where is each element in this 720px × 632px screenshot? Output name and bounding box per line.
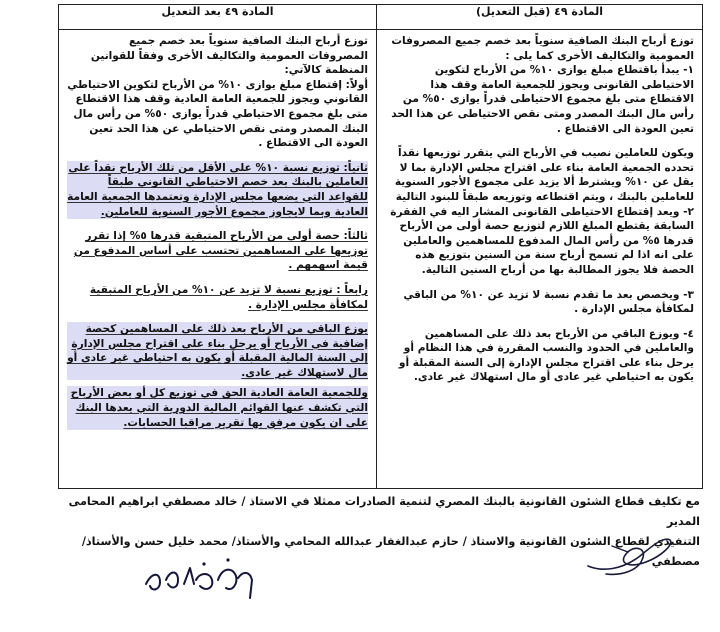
before-employees-share: ويكون للعاملين نصيب في الأرباح التي يتقرر توزيعها نقداً تحدده الجمعية العامة بناء على اقتراح مجلس الإدارة بما لا يقل عن ١٠% ويشترط ألا يزيد على مجموع الأجور السنوية للعاملين بالبنك ، ويتم اقتطاعه وتوزيعه طبقاً للبنود التالية xyxy=(394,147,694,203)
before-clause-1: ١- يبدأ باقتطاع مبلغ يوازى ١٠% من الأرباح لتكوين الاحتياطى القانونى ويجوز للجمعية العامة وقف هذا الاقتطاع متى بلغ مجموع الاحتياطى قدراً يوازى ٥٠% من رأس مال البنك المصدر ومتى نقص الاحتياطى عن هذا الحد تعين العودة الى الاقتطاع . xyxy=(391,64,694,135)
after-clause-second: ثانياً: توزيع نسبة ١٠% على الأقل من تلك الأرباح نقداً على العاملين بالبنك بعد خصم الاحتياطي القانوني طبقاً للقواعد التي يضعها مجلس الإدارة وتعتمدها الجمعية العامة العادية وبما لايجاوز مجموع الأجور السنوية للعاملين. xyxy=(67,161,368,218)
after-intro: توزع أرباح البنك الصافية سنوياً بعد خصم جميع المصروفات العمومية والتكاليف الأخرى وفقاً للقوانين المنظمة كالآتي: xyxy=(90,35,368,77)
before-amendment-column xyxy=(377,30,703,489)
before-intro: توزع أرباح البنك الصافية سنوياً بعد خصم جميع المصروفات العمومية والتكاليف الأخرى كما يلى : xyxy=(391,35,694,62)
amendment-comparison-table xyxy=(58,4,703,489)
after-remaining-profits: يوزع الباقي من الأرباح بعد ذلك على المساهمين كحصة إضافية في الأرباح أو يرحل بناء على اقتراح مجلس الإدارة إلى السنة المالية المقبلة أو يكون به احتياطي غير عادى أو مال لاستهلاك غير عادى. xyxy=(67,323,368,379)
assignment-line-2: التنفيذي لقطاع الشئون القانونية والاستاذ / حازم عبدالغفار عبدالله المحامي والأستاذ/ محمد خليل حسن والأستاذ/ مصطفي xyxy=(81,535,700,568)
after-periodic-distribution: وللجمعية العامة العادية الحق في توزيع كل أو بعض الأرباح التي تكشف عنها القوائم المالية الدورية التي يعدها البنك على ان يكون مرفق بها تقرير مراقبا الحسابات. xyxy=(67,386,368,430)
after-amendment-column xyxy=(59,30,377,489)
header-before-amendment: المادة ٤٩ (قبل التعديل) xyxy=(377,5,703,30)
after-clause-third: ثالثاً: حصة أولى من الأرباح المتبقية قدرها ٥% إذا تقرر توزيعها على المساهمين تحتسب على أساس المدفوع من قيمة اسهمهم . xyxy=(73,230,368,272)
before-clause-2: ٢- ويعد إقتطاع الاحتياطى القانونى المشار اليه في الفقرة السابقة يقتطع المبلغ اللازم لتوزيع حصة أولى من الأرباح قدرها ٥% من رأس المال المدفوع للمساهمين والعاملين على انه اذا لم تسمح أرباح سنة من السنين بتوزيع هذه الحصة فلا يجوز المطالبة بها من أرباح السنين التالية. xyxy=(390,205,694,276)
after-clause-fourth: رابعاً : توزيع نسبة لا تزيد عن ١٠% من الأرباح المتبقية لمكافأة مجلس الإدارة . xyxy=(89,283,368,311)
before-clause-3: ٣- ويخصص بعد ما تقدم نسبة لا تزيد عن ١٠% من الباقي لمكافأة مجلس الإدارة . xyxy=(403,288,694,316)
before-clause-4: ٤- ويوزع الباقي من الأرباح بعد ذلك على المساهمين والعاملين في الحدود والنسب المقررة في هذا النظام أو يرحل بناء على اقتراح مجلس الإدارة إلى السنة المقبلة أو يكون به احتياطي غير عادى أو مال استهلاك غير عادى. xyxy=(398,327,694,384)
after-clause-first: أولاً: إقتطاع مبلغ يوازى ١٠% من الأرباح لتكوين الاحتياطي القانوني ويجوز للجمعية العامة العادية وقف هذا الاقتطاع متى بلغ مجموع الاحتياطي قدراً يوازى ٥٠% من رأس مال البنك المصدر ومتى نقص الاحتياطي عن هذا الحد تعين العودة الى الاقتطاع . xyxy=(67,78,368,150)
header-after-amendment: المادة ٤٩ بعد التعديل xyxy=(59,5,377,30)
secondary-signature xyxy=(582,526,674,582)
main-signature xyxy=(138,550,258,602)
assignment-line-1: مع تكليف قطاع الشئون القانونية بالبنك المصري لتنمية الصادرات ممثلا في الاستاذ / خالد مصطفي ابراهيم المحامى المدير xyxy=(68,495,700,528)
